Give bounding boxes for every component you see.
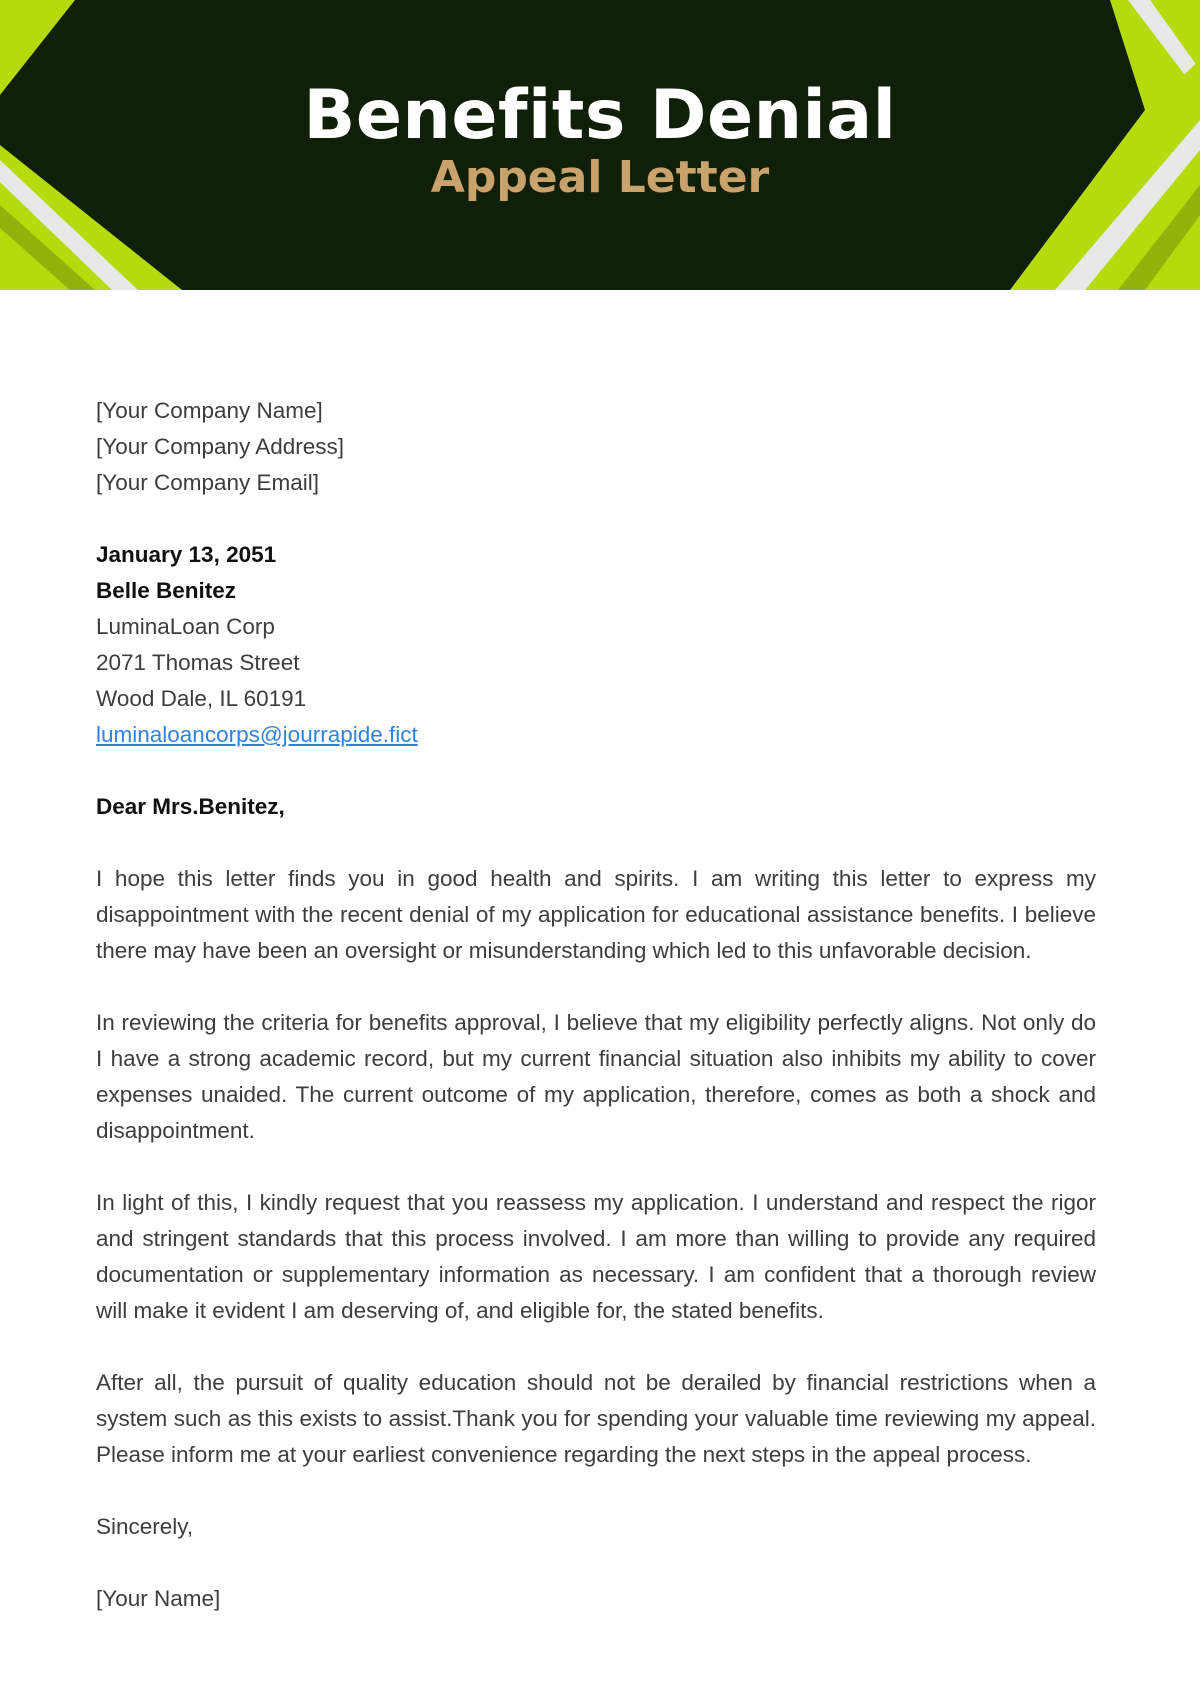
closing: Sincerely, — [96, 1514, 194, 1539]
sender-company-address: [Your Company Address] — [96, 434, 345, 459]
paragraph-4: After all, the pursuit of quality education should not be derailed by financial restrictions when a system such as this exists to assist.Thank you for spending your valuable time reviewing my appeal. Please inform me at your earliest convenience regarding the next steps in the appeal process. — [96, 1370, 1096, 1467]
header-banner — [0, 0, 1200, 290]
signature: [Your Name] — [96, 1586, 221, 1611]
spacer — [96, 753, 1096, 789]
spacer — [96, 1329, 1096, 1365]
sender-company-email: [Your Company Email] — [96, 470, 320, 495]
recipient-street: 2071 Thomas Street — [96, 650, 300, 675]
recipient-email-link[interactable]: luminaloancorps@jourrapide.fict — [96, 722, 418, 747]
recipient-company: LuminaLoan Corp — [96, 614, 275, 639]
letter-body — [96, 393, 1096, 1617]
spacer — [96, 825, 1096, 861]
paragraph-1: I hope this letter finds you in good health and spirits. I am writing this letter to express my disappointment with the recent denial of my application for educational assistance benefits. I believe there may have been an oversight or misunderstanding which led to this unfavorable decision. — [96, 866, 1096, 963]
page-title: Benefits Denial — [303, 76, 897, 155]
paragraph-3: In light of this, I kindly request that you reassess my application. I understand and respect the rigor and stringent standards that this process involved. I am more than willing to provide any required documentation or supplementary information as necessary. I am confident that a thorough review will make it evident I am deserving of, and eligible for, the stated benefits. — [96, 1190, 1096, 1323]
recipient-city: Wood Dale, IL 60191 — [96, 686, 307, 711]
page-subtitle: Appeal Letter — [430, 152, 770, 203]
salutation: Dear Mrs.Benitez, — [96, 794, 285, 819]
spacer — [96, 501, 1096, 537]
spacer — [96, 969, 1096, 1005]
letter-date: January 13, 2051 — [96, 542, 277, 567]
spacer — [96, 1473, 1096, 1509]
paragraph-2: In reviewing the criteria for benefits approval, I believe that my eligibility perfectly aligns. Not only do I have a strong academic record, but my current financial situation also inhibits my ability to cover expenses unaided. The current outcome of my application, therefore, comes as both a shock and disappointment. — [96, 1010, 1096, 1143]
sender-company-name: [Your Company Name] — [96, 398, 323, 423]
spacer — [96, 1149, 1096, 1185]
spacer — [96, 1545, 1096, 1581]
recipient-name: Belle Benitez — [96, 578, 237, 603]
